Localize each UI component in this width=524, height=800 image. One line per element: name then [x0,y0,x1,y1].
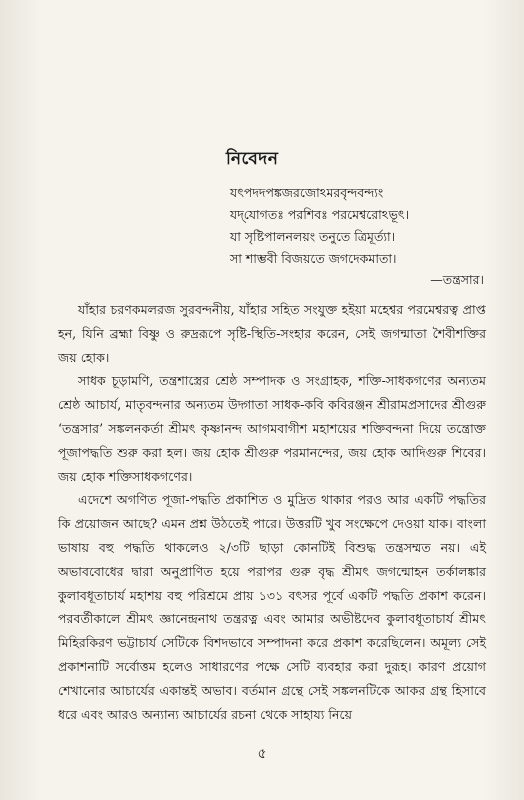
page-number: ৫ [257,746,267,762]
verse-line: যা সৃষ্টিপালনলয়ং তনুতে ত্রিমূর্ত্যা। [230,229,396,244]
show-through-text [110,20,420,110]
verse-line: যৎপদদপঙ্কজরজোঽমরবৃন্দবন্দ্যং [230,185,384,200]
paragraph: যাঁহার চরণকমলরজ সুরবন্দনীয়, যাঁহার সহিত সংযুক্ত হইয়া মহেশ্বর পরমেশ্বরত্ব প্রাপ্ত হন, যিনি ব্রহ্মা বিষ্ণু ও রুদ্ররূপে সৃষ্টি-স্থিতি-সংহার করেন, সেই জগন্মাতা শৈবীশক্তির জয় হোক। [58,302,486,365]
sanskrit-verse [230,182,490,270]
page-heading: নিবেদন [226,149,279,169]
body-text [58,298,486,726]
paragraph: সাধক চূড়ামণি, তন্ত্রশাস্ত্রের শ্রেষ্ঠ সম্পাদক ও সংগ্রাহক, শক্তি-সাধকগণের অন্যতম শ্রেষ্ঠ আচার্য, মাতৃবন্দনার অন্যতম উদ্গাতা সাধক-কবি কবিরঞ্জন শ্রীরামপ্রসাদের শ্রীগুরু ‘তন্ত্রসার’ সঙ্কলনকর্তা শ্রীমৎ কৃষ্ণানন্দ আগমবাগীশ মহাশয়ের শক্তিবন্দনা দিয়ে তন্ত্রোক্ত পূজাপদ্ধতি শুরু করা হল। জয় হোক শ্রীগুরু পরমানন্দের, জয় হোক আদিগুরু শিবের। জয় হোক শক্তিসাধকগণের। [58,373,486,484]
paragraph: এদেশে অগণিত পূজা-পদ্ধতি প্রকাশিত ও মুদ্রিত থাকার পরও আর একটি পদ্ধতির কি প্রয়োজন আছে? এমন প্রশ্ন উঠতেই পারে। উত্তরটি খুব সংক্ষেপে দেওয়া যাক। বাংলা ভাষায় বহু পদ্ধতি থাকলেও ২/৩টি ছাড়া কোনটিই বিশুদ্ধ তন্ত্রসম্মত নয়। এই অভাববোধের দ্বারা অনুপ্রাণিত হয়ে পরাপর গুরু বৃদ্ধ শ্রীমৎ জগন্মোহন তর্কালঙ্কার কুলাবধূতাচার্য মহাশয় বহু পরিশ্রমে প্রায় ১৩১ বৎসর পূর্বে একটি পদ্ধতি প্রকাশ করেন। পরবর্তীকালে শ্রীমৎ জ্ঞানেন্দ্রনাথ তন্ত্ররত্ন এবং আমার অভীষ্টদেব কুলাবধূতাচার্য শ্রীমৎ মিহিরকিরণ ভট্টাচার্য সেটিকে বিশদভাবে সম্পাদনা করে প্রকাশ করেছিলেন। অমূল্য সেই প্রকাশনাটি সর্বোত্তম হলেও সাধারণের পক্ষে সেটি ব্যবহার করা দুরূহ। কারণ প্রয়োগ শেখানোর আচার্যের একান্তই অভাব। বর্তমান গ্রন্থে সেই সঙ্কলনটিকে আকর গ্রন্থ হিসাবে ধরে এবং আরও অন্যান্য আচার্যের রচনা থেকে সাহায্য নিয়ে [58,492,486,722]
verse-line: যদ্‌যোগতঃ পরশিবঃ পরমেশ্বরোঽভূৎ। [230,207,410,222]
verse-line: সা শাম্ভবী বিজয়তে জগদেকমাতা। [230,251,397,266]
verse-source: —তন্ত্রসার। [430,272,484,287]
